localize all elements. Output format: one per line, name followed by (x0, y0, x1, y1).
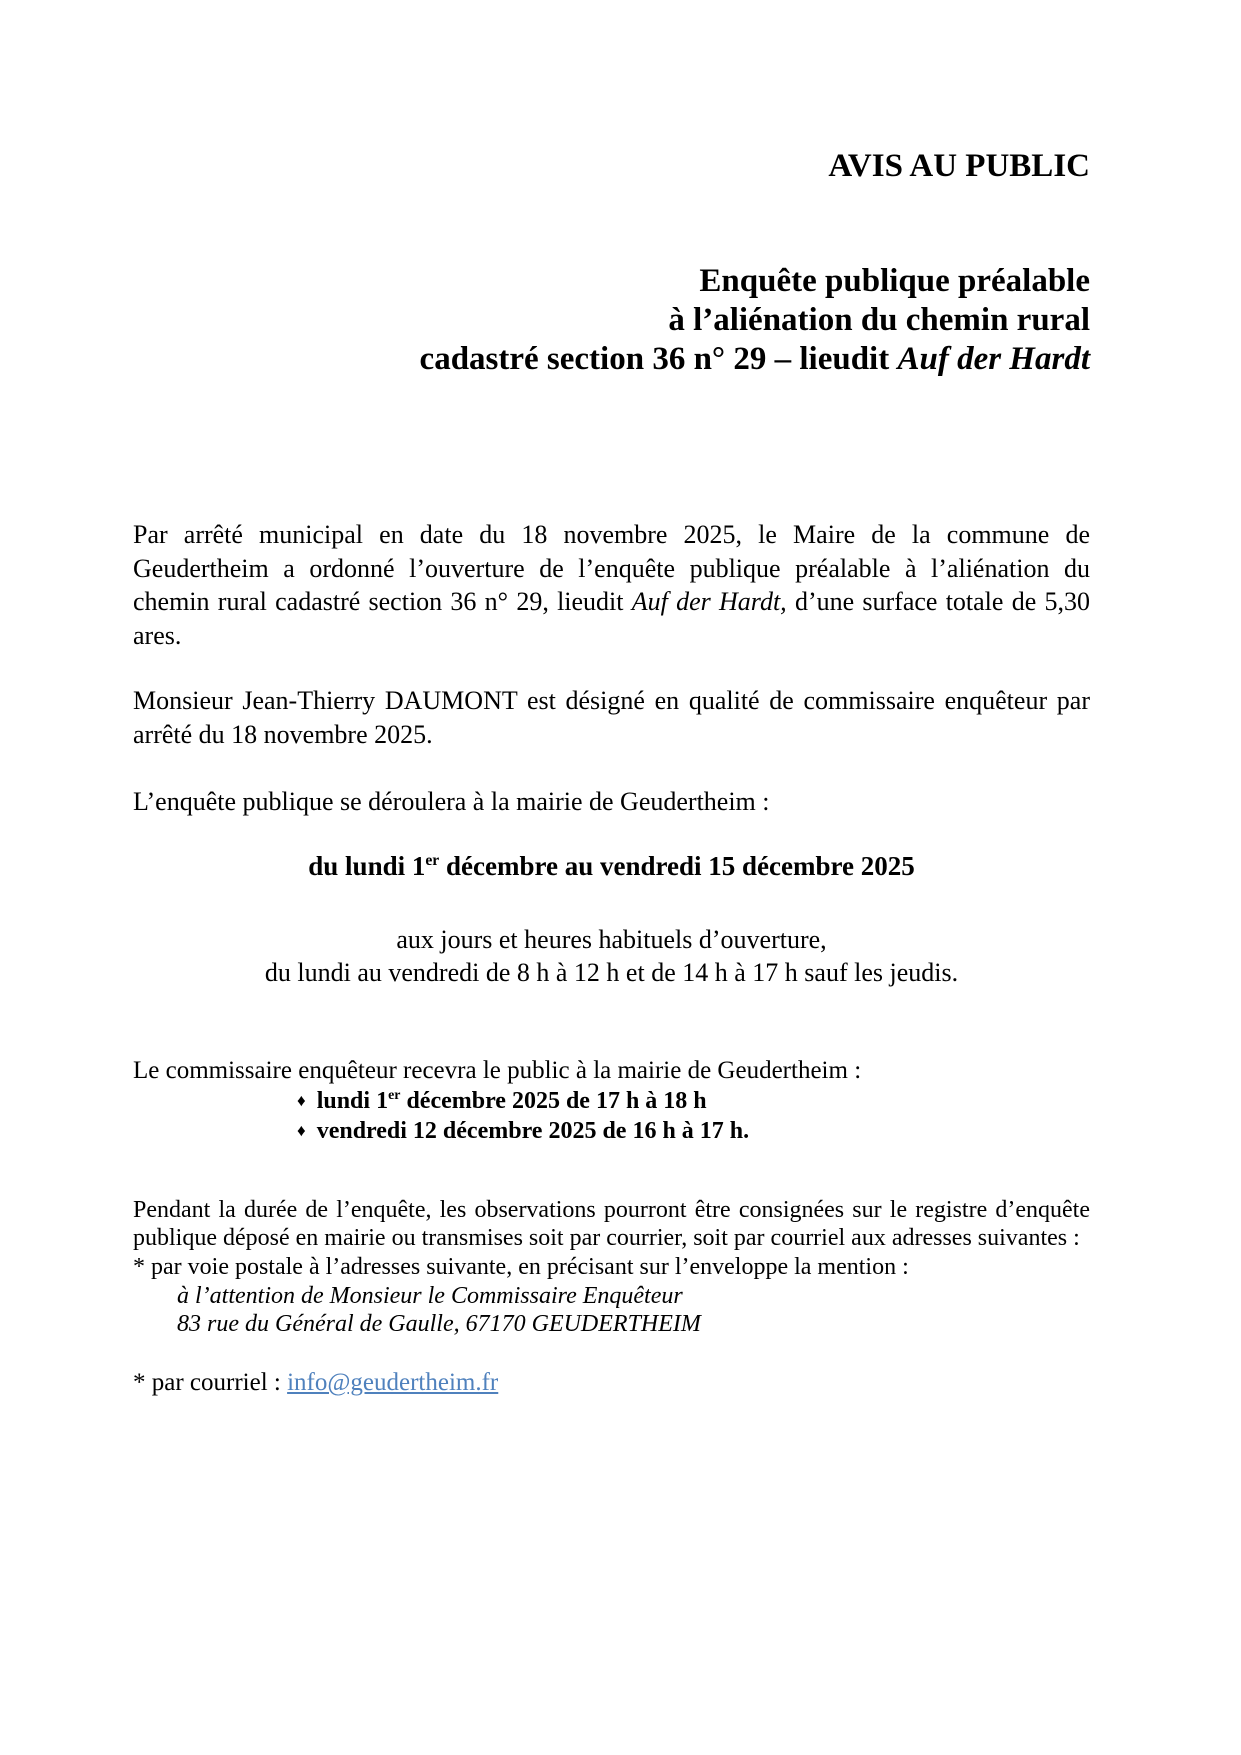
document-subtitle (133, 262, 1090, 379)
opening-hours-line-1: aux jours et heures habituels d’ouverture, (396, 924, 827, 954)
paragraph-arrete (133, 518, 1090, 652)
observations-paragraph: Pendant la durée de l’enquête, les observations pourront être consignées sur le registre d’enquête publique déposé en mairie ou transmises soit par courrier, soit par courriel aux adresses suivantes : (133, 1196, 1090, 1252)
slot-1-ordinal-suffix: er (388, 1087, 401, 1103)
email-link[interactable]: info@geudertheim.fr (287, 1369, 499, 1397)
reception-intro: Le commissaire enquêteur recevra le public à la mairie de Geudertheim : (133, 1056, 862, 1084)
email-prefix: * par courriel : (133, 1369, 288, 1397)
dates-pre: du lundi 1 (308, 850, 426, 881)
reception-slot-1 (317, 1088, 707, 1114)
list-item (297, 1116, 1090, 1146)
address-line-1: à l’attention de Monsieur le Commissaire Enquêteur (177, 1282, 683, 1309)
slot-1-pre: lundi 1 (316, 1087, 389, 1114)
subtitle-lieu-name: Auf der Hardt (897, 341, 1090, 377)
dates-ordinal-suffix: er (425, 851, 440, 869)
subtitle-line-3 (133, 340, 1090, 379)
reception-slot-2: vendredi 12 décembre 2025 de 16 h à 17 h. (316, 1117, 750, 1144)
page-title: AVIS AU PUBLIC (828, 148, 1090, 184)
list-item (297, 1086, 1090, 1116)
slot-1-post: décembre 2025 de 17 h à 18 h (400, 1087, 707, 1114)
dates-post: décembre au vendredi 15 décembre 2025 (439, 850, 915, 881)
arrete-lieu-name: Auf der Hardt, (631, 587, 787, 616)
paragraph-enquete-lieu: L’enquête publique se déroulera à la mairie de Geudertheim : (133, 787, 770, 816)
diamond-bullet-icon: ♦ (297, 1120, 306, 1140)
enquete-dates-line (133, 850, 1090, 883)
arrete-text-run-1: Par arrêté municipal en date du 18 novembre 2025, le Maire de la commune de Geudertheim a ordonné l’ouverture de l’enquête publique préalable à l’aliénation du chemin rural cadastré section 36 n° 29, lieudit (133, 520, 1090, 616)
email-line (133, 1368, 1090, 1398)
subtitle-line-2: à l’aliénation du chemin rural (668, 302, 1090, 338)
postal-address (133, 1282, 1090, 1339)
opening-hours-line-2: du lundi au vendredi de 8 h à 12 h et de 14 h à 17 h sauf les jeudis. (264, 957, 959, 987)
reception-schedule-list (133, 1086, 1090, 1146)
postal-instruction-line: * par voie postale à l’adresses suivante, en précisant sur l’enveloppe la mention : (133, 1253, 909, 1280)
address-line-2: 83 rue du Général de Gaulle, 67170 GEUDERTHEIM (177, 1311, 701, 1338)
page-content (0, 146, 1241, 1398)
diamond-bullet-icon: ♦ (297, 1090, 306, 1110)
subtitle-line-1: Enquête publique préalable (699, 263, 1090, 299)
subtitle-line-3-text: cadastré section 36 n° 29 – lieudit (419, 341, 898, 377)
opening-hours (133, 923, 1090, 989)
arrete-text-run-2: d’une surface totale de 5,30 ares. (133, 587, 1090, 650)
paragraph-commissaire-designation: Monsieur Jean-Thierry DAUMONT est désigné en qualité de commissaire enquêteur par arrêté du 18 novembre 2025. (133, 686, 1090, 749)
